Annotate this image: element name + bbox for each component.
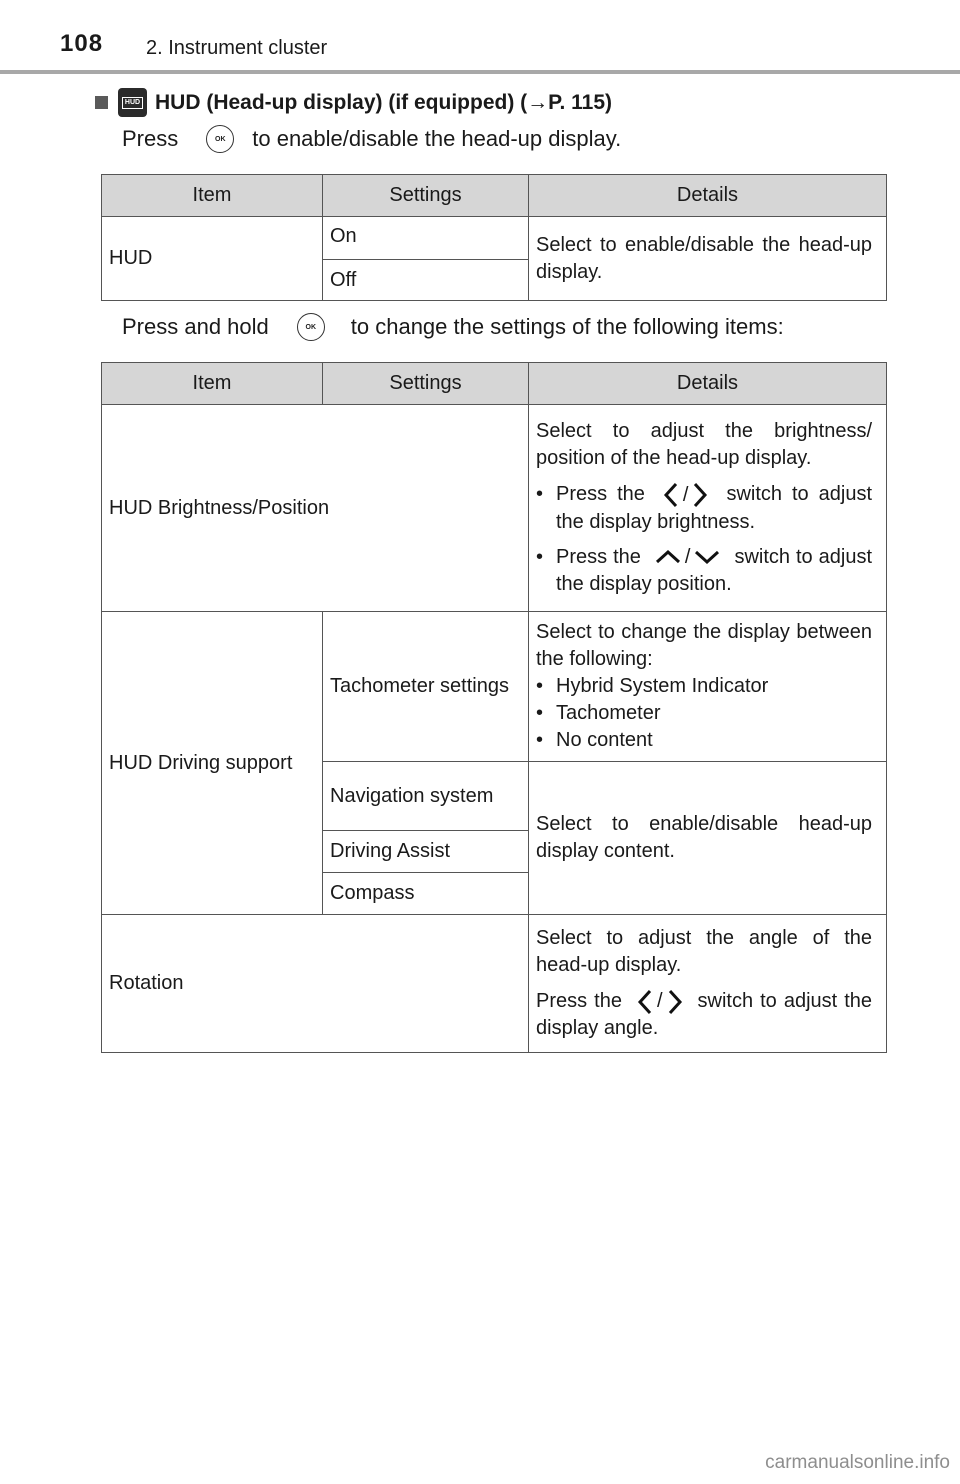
column-header: Details: [529, 363, 887, 405]
ok-button-icon: OK: [297, 313, 325, 341]
hud-icon: HUD: [118, 88, 147, 117]
page-header: [0, 0, 960, 76]
chevron-left-icon: [663, 482, 679, 508]
table-cell-item: HUD Brightness/Position: [102, 405, 529, 612]
table-cell-setting: Driving Assist: [323, 831, 529, 873]
column-header: Item: [102, 175, 323, 217]
instruction-press-hold: [122, 313, 784, 341]
hud-toggle-table: [101, 174, 887, 301]
table-cell-setting: Compass: [323, 873, 529, 915]
table-cell-details: Select to enable/disable head-up display content.: [529, 762, 887, 915]
chevron-up-icon: [655, 549, 681, 565]
instruction-text: Press and hold: [122, 314, 269, 339]
table-cell-details: Select to enable/disable the head-up display.: [529, 217, 887, 301]
header-divider: [0, 70, 960, 74]
instruction-text: to enable/disable the head-up display.: [252, 126, 622, 151]
section-heading: [95, 88, 612, 117]
watermark: carmanualsonline.info: [765, 1452, 950, 1473]
hud-settings-table: [101, 362, 887, 1053]
table-row: [102, 612, 887, 762]
table-cell-setting: Off: [323, 260, 529, 301]
instruction-text: to change the settings of the following items:: [350, 314, 784, 339]
chevron-left-icon: [637, 989, 653, 1015]
table-cell-setting: Tachometer settings: [323, 612, 529, 762]
ok-button-icon: OK: [206, 125, 234, 153]
square-bullet-icon: [95, 96, 108, 109]
table-cell-details: Select to adjust the brightness/ position of the head-up display. • Press the / switch to adjust the display brightness. • Press the / switch to adjust the display position.: [529, 405, 887, 612]
chevron-right-icon: [667, 989, 683, 1015]
instruction-press: [122, 125, 621, 153]
table-row: [102, 405, 887, 612]
table-cell-details: Select to change the display between the following: • Hybrid System Indicator • Tachometer • No content: [529, 612, 887, 762]
instruction-text: Press: [122, 126, 179, 151]
section-title: HUD (Head-up display) (if equipped) (: [155, 90, 528, 114]
table-row: [102, 915, 887, 1053]
page-reference: →P. 115): [527, 90, 612, 114]
chevron-down-icon: [694, 549, 720, 565]
table-cell-setting: Navigation system: [323, 762, 529, 831]
column-header: Item: [102, 363, 323, 405]
table-cell-item: Rotation: [102, 915, 529, 1053]
table-cell-item: HUD: [102, 217, 323, 301]
chevron-right-icon: [692, 482, 708, 508]
table-cell-details: Select to adjust the angle of the head-up display. Press the / switch to adjust the display angle.: [529, 915, 887, 1053]
table-cell-setting: On: [323, 217, 529, 260]
column-header: Settings: [323, 175, 529, 217]
table-cell-item: HUD Driving support: [102, 612, 323, 915]
column-header: Settings: [323, 363, 529, 405]
chapter-title: 2. Instrument cluster: [146, 37, 328, 59]
page-number: 108: [60, 30, 104, 57]
column-header: Details: [529, 175, 887, 217]
